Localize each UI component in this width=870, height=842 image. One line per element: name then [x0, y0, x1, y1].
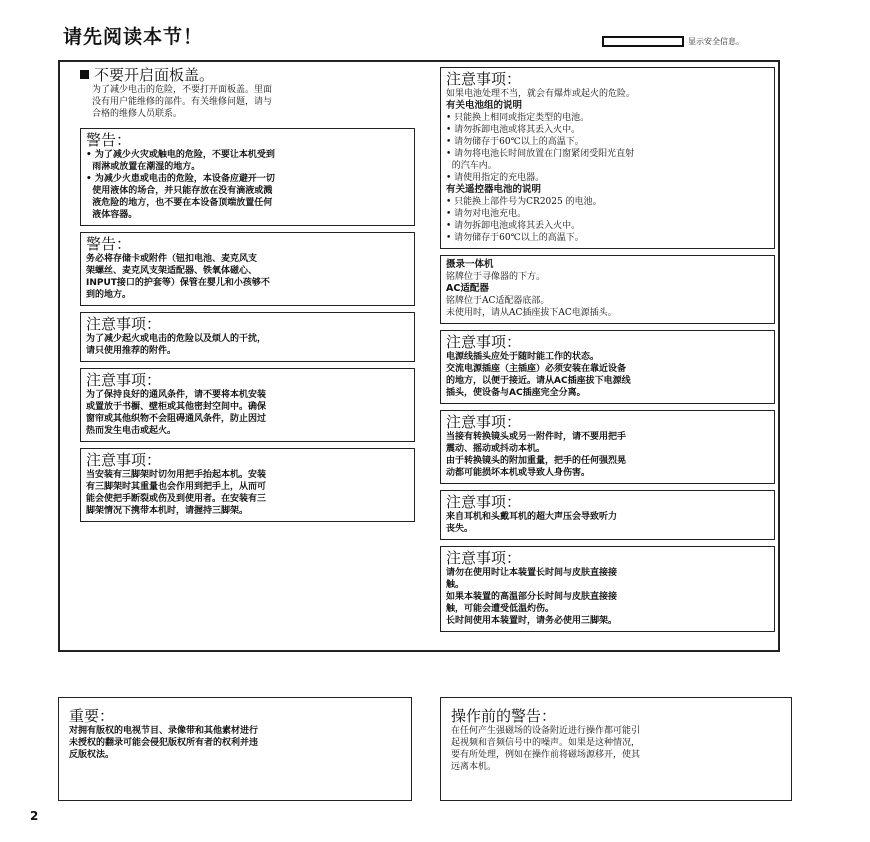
text-line: • 为减少火患或电击的危险，本设备应避开一切: [86, 174, 275, 184]
box-body: [446, 88, 769, 100]
text-line: 或置放于书橱、壁柜或其他密封空间中。确保: [86, 402, 267, 412]
text-line: 长时间使用本装置时，请务必使用三脚架。: [446, 616, 618, 626]
text-line: 有三脚架时其重量也会作用到把手上，从而可: [86, 482, 267, 492]
remote-battery-subheading: 有关遥控器电池的说明: [446, 184, 542, 195]
text-line: • 请勿储存于60℃以上的高温下。: [446, 233, 584, 243]
box-heading: 注意事项：: [86, 315, 162, 333]
text-line: 液危险的地方，也不要在本设备顶端放置任何: [86, 198, 273, 208]
safety-legend: [602, 36, 744, 47]
text-line: INPUT接口的护套等）保管在婴儿和小孩够不: [86, 278, 270, 288]
text-line: • 请勿将电池长时间放置在门窗紧闭受阳光直射: [446, 149, 635, 159]
box-body: [446, 351, 769, 399]
text-line: 当安装有三脚架时切勿用把手抬起本机。安装: [86, 470, 267, 480]
text-line: • 只能换上相同或指定类型的电池。: [446, 113, 590, 123]
page-number: 2: [30, 809, 39, 823]
text-line: 铭牌位于寻像器的下方。: [446, 272, 546, 282]
warning-box-moisture: [80, 128, 415, 226]
text-line: 务必将存储卡或附件（钮扣电池、麦克风支: [86, 254, 258, 264]
caution-box-skin-contact: [440, 546, 775, 632]
text-line: 的地方，以便于接近。请从AC插座拔下电源线: [446, 376, 631, 386]
text-line: 来自耳机和头戴耳机的超大声压会导致听力: [446, 512, 618, 522]
text-line: 震动、摇动或抖动本机。: [446, 444, 546, 454]
text-line: 如果电池处理不当，就会有爆炸或起火的危险。: [446, 89, 636, 99]
text-line: 如果本装置的高温部分长时间与皮肤直接接: [446, 592, 618, 602]
text-line: • 请勿拆卸电池或将其丢入火中。: [446, 221, 581, 231]
text-line: 触。: [446, 580, 465, 590]
text-line: 对拥有版权的电视节目、录像带和其他素材进行: [69, 726, 259, 736]
text-line: 当接有转换镜头或另一附件时，请不要用把手: [446, 432, 627, 442]
battery-pack-notes: [446, 112, 769, 184]
box-heading: 注意事项：: [86, 371, 162, 389]
important-body: [69, 725, 401, 761]
text-line: 为了减少电击的危险，不要打开面板盖。里面: [92, 85, 273, 95]
text-line: 未授权的翻录可能会侵犯版权所有者的权利并违: [69, 738, 259, 748]
intro-heading: [80, 67, 415, 84]
intro-body: [80, 84, 415, 120]
caution-box-ventilation: [80, 368, 415, 442]
box-body: [446, 431, 769, 479]
text-line: 到的地方。: [86, 290, 132, 300]
text-line: 起视频和音频信号中的噪声。如果是这种情况，: [451, 738, 641, 748]
safety-frame-icon: [602, 36, 684, 47]
text-line: 为了减少起火或电击的危险以及烦人的干扰，: [86, 334, 267, 344]
box-body: [446, 511, 769, 535]
text-line: 请只使用推荐的附件。: [86, 346, 177, 356]
text-line: 未使用时，请从AC插座拔下AC电源插头。: [446, 308, 617, 318]
pre-operation-warning-box: [440, 697, 792, 801]
battery-pack-subheading: 有关电池组的说明: [446, 100, 523, 111]
text-line: • 请勿储存于60℃以上的高温下。: [446, 137, 584, 147]
intro-section: [80, 67, 415, 120]
text-line: 热而发生电击或起火。: [86, 426, 177, 436]
text-line: 雨淋或放置在潮湿的地方。: [86, 162, 201, 172]
box-body: [446, 567, 769, 627]
text-line: 触，可能会遭受低温灼伤。: [446, 604, 555, 614]
box-heading: 注意事项：: [446, 333, 522, 351]
text-line: 要有所处理，例如在操作前将磁场源移开，使其: [451, 750, 641, 760]
text-line: 请勿在使用时让本装置长时间与皮肤直接接: [446, 568, 618, 578]
caution-box-conversion-lens: [440, 410, 775, 484]
text-line: • 请勿对电池充电。: [446, 209, 527, 219]
safety-info-frame: [58, 60, 780, 652]
text-line: 在任何产生强磁场的设备附近进行操作都可能引: [451, 726, 641, 736]
box-heading: 警告：: [86, 235, 132, 253]
safety-legend-label: 显示安全信息。: [688, 37, 744, 46]
box-body: [86, 389, 409, 437]
box-body: [86, 149, 409, 221]
box-body: [86, 469, 409, 517]
text-line: 远离本机。: [451, 762, 497, 772]
text-line: • 为了减少火灾或触电的危险，不要让本机受到: [86, 150, 275, 160]
text-line: 液体容器。: [86, 210, 138, 220]
box-heading: 注意事项：: [446, 493, 522, 511]
box-heading: 注意事项：: [446, 549, 522, 567]
box-body: [86, 253, 409, 301]
intro-heading-text: 不要开启面板盖。: [94, 66, 215, 84]
caution-box-battery: [440, 67, 775, 249]
left-column: [80, 67, 415, 645]
warning-box-small-parts: [80, 232, 415, 306]
text-line: 合格的维修人员联系。: [92, 109, 183, 119]
box-heading: 注意事项：: [86, 451, 162, 469]
text-line: • 请使用指定的充电器。: [446, 173, 545, 183]
text-line: 铭牌位于AC适配器底部。: [446, 296, 550, 306]
square-bullet-icon: [80, 70, 89, 79]
pre-operation-heading: 操作前的警告：: [451, 707, 557, 725]
text-line: 窗帘或其他织物不会阻碍通风条件，防止因过: [86, 414, 267, 424]
box-body: [86, 333, 409, 357]
caution-box-power-plug: [440, 330, 775, 404]
remote-battery-notes: [446, 196, 769, 244]
box-heading: 注意事项：: [446, 70, 522, 88]
text-line: 交流电源插座（主插座）必须安装在靠近设备: [446, 364, 627, 374]
right-column: [440, 67, 775, 645]
text-line: 由于转换镜头的附加重量，把手的任何强烈晃: [446, 456, 627, 466]
text-line: 没有用户能维修的部件。有关维修问题，请与: [92, 97, 273, 107]
text-line: 插头，使设备与AC插座完全分离。: [446, 388, 586, 398]
text-line: • 请勿拆卸电池或将其丢入火中。: [446, 125, 581, 135]
text-line: 的汽车内。: [446, 161, 497, 171]
text-line: 电源线插头应处于随时能工作的状态。: [446, 352, 600, 362]
camcorder-notes: [446, 271, 769, 283]
ac-adaptor-notes: [446, 295, 769, 319]
text-line: 丧失。: [446, 524, 474, 534]
page-title: 请先阅读本节！: [63, 26, 204, 48]
pre-operation-body: [451, 725, 781, 773]
text-line: 能会使把手断裂或伤及到使用者。在安装有三: [86, 494, 267, 504]
text-line: 为了保持良好的通风条件，请不要将本机安装: [86, 390, 267, 400]
ac-adaptor-subheading: AC适配器: [446, 283, 489, 294]
caution-box-accessories: [80, 312, 415, 362]
box-heading: 警告：: [86, 131, 132, 149]
text-line: 使用液体的场合，并只能存放在没有滴液或溅: [86, 186, 273, 196]
caution-box-headphones: [440, 490, 775, 540]
nameplate-box: [440, 255, 775, 324]
text-line: 架螺丝、麦克风支架适配器、铁氧体磁心、: [86, 266, 258, 276]
important-heading: 重要：: [69, 707, 115, 725]
camcorder-subheading: 摄录一体机: [446, 259, 494, 270]
important-copyright-box: [58, 697, 412, 801]
box-heading: 注意事项：: [446, 413, 522, 431]
text-line: • 只能换上部件号为CR2025 的电池。: [446, 197, 602, 207]
text-line: 动都可能损坏本机或导致人身伤害。: [446, 468, 591, 478]
text-line: 反版权法。: [69, 750, 115, 760]
caution-box-tripod-handle: [80, 448, 415, 522]
text-line: 脚架情况下携带本机时，请握持三脚架。: [86, 506, 249, 516]
